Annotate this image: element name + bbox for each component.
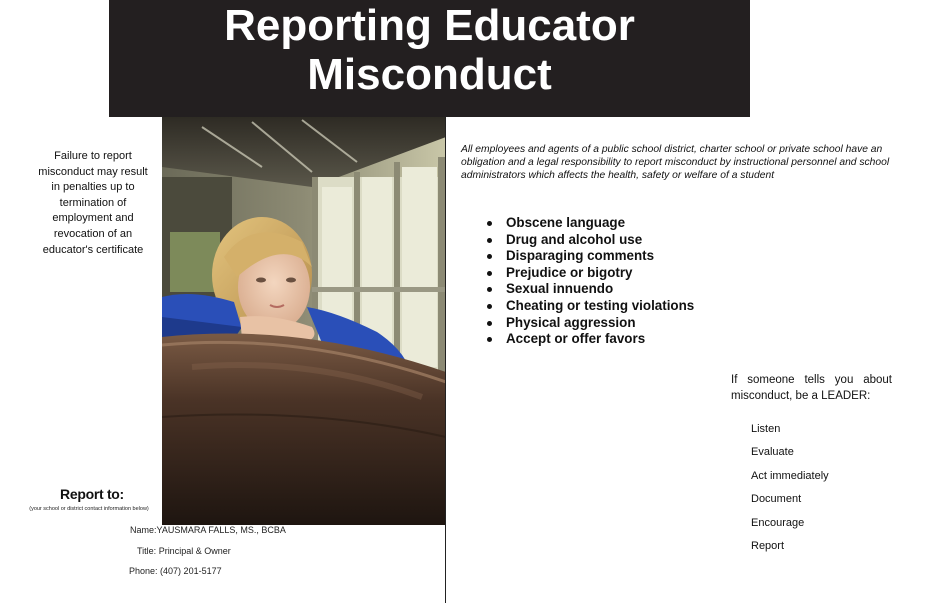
- bullet-icon: [487, 287, 492, 292]
- list-item-text: Obscene language: [506, 215, 626, 230]
- misconduct-list: [487, 215, 694, 348]
- leader-step: Encourage: [751, 516, 805, 529]
- leader-step: Evaluate: [751, 446, 794, 459]
- bullet-icon: [487, 271, 492, 276]
- list-item-text: Disparaging comments: [506, 248, 655, 264]
- leader-step: Act immediately: [751, 469, 829, 482]
- list-item-text: Cheating or testing violations: [506, 297, 695, 313]
- list-item: [487, 265, 694, 282]
- contact-phone-value: (407) 201-5177: [160, 566, 222, 576]
- contact-phone: [129, 566, 222, 576]
- penalty-warning: [33, 149, 153, 258]
- list-item: [487, 215, 694, 232]
- bullet-icon: [487, 304, 492, 309]
- list-item-text: Accept or offer favors: [506, 331, 646, 347]
- list-item-text: Physical aggression: [506, 314, 636, 330]
- reporting-obligation-text: All employees and agents of a public school district, charter school or private school have an obligation and a legal responsibility to report misconduct by instructional personnel and school administrators which affects the health, safety or welfare of a student: [461, 144, 890, 181]
- leader-step: Document: [751, 493, 802, 506]
- contact-title: [137, 546, 231, 556]
- report-to-heading: Report to:: [60, 486, 124, 502]
- page-title-line-1: Reporting Educator: [224, 1, 635, 50]
- warning-line: termination of: [59, 196, 127, 209]
- list-item-text: Prejudice or bigotry: [506, 264, 633, 280]
- leader-step: Report: [751, 539, 785, 552]
- leader-steps: [751, 422, 829, 562]
- list-item: [487, 232, 694, 249]
- column-divider: [445, 117, 446, 603]
- title-banner: [109, 0, 750, 117]
- leader-step: Listen: [751, 423, 781, 435]
- school-bus-photo: [162, 117, 446, 525]
- contact-title-value: Principal & Owner: [158, 546, 231, 556]
- list-item: [487, 331, 694, 348]
- warning-line: misconduct may result: [38, 165, 148, 178]
- list-item-text: Sexual innuendo: [506, 281, 614, 297]
- contact-name-value: YAUSMARA FALLS, MS., BCBA: [156, 525, 286, 535]
- contact-name-label: Name:: [130, 525, 157, 535]
- bullet-icon: [487, 321, 492, 326]
- list-item: [487, 281, 694, 298]
- contact-name: [130, 525, 286, 535]
- contact-phone-label: Phone:: [129, 566, 158, 576]
- report-to-subheading: (your school or district contact information below): [29, 506, 149, 512]
- warning-line: revocation of an: [53, 227, 133, 240]
- contact-title-label: Title:: [137, 546, 157, 556]
- page-title-line-2: Misconduct: [307, 50, 552, 99]
- warning-line: employment and: [52, 212, 134, 225]
- list-item: [487, 248, 694, 265]
- list-item: [487, 298, 694, 315]
- bullet-icon: [487, 254, 492, 259]
- bullet-icon: [487, 221, 492, 226]
- warning-line: Failure to report: [54, 150, 132, 162]
- leader-intro: If someone tells you about misconduct, be a LEADER:: [731, 374, 892, 402]
- bullet-icon: [487, 238, 492, 243]
- list-item-text: Drug and alcohol use: [506, 231, 643, 247]
- bullet-icon: [487, 337, 492, 342]
- list-item: [487, 315, 694, 332]
- warning-line: educator's certificate: [42, 243, 144, 256]
- warning-line: in penalties up to: [51, 181, 135, 194]
